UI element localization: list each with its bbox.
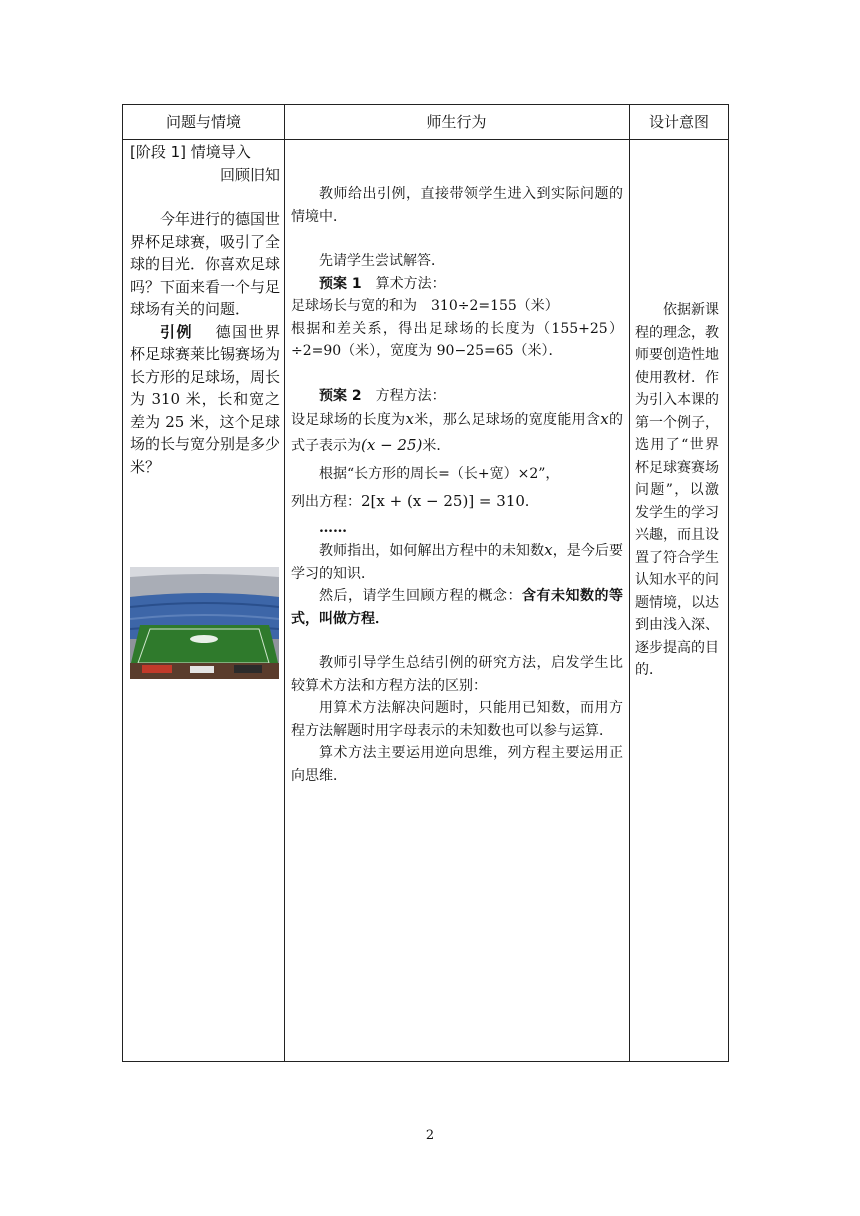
perimeter-rule: 根据“长方形的周长=（长+宽）×2”， xyxy=(319,466,560,482)
width-expression: (x − 25) xyxy=(361,436,423,454)
method-difference: 用算术方法解决问题时，只能用已知数，而用方程方法解题时用字母表示的未知数也可以参与运算． xyxy=(291,700,623,739)
plan2-heading: 预案 2 方程方法： xyxy=(319,387,446,404)
lesson-table xyxy=(122,104,729,1062)
design-intent-text: 依据新课程的理念，教师要创造性地使用教材．作为引入本课的第一个例子，选用了“世界杯足球赛赛场问题”，以激发学生的学习兴趣，而且设置了符合学生认知水平的问题情境，以达到由浅入深、逐步提高的目的． xyxy=(635,302,719,678)
column-divider xyxy=(284,105,285,1061)
equation-line: 列出方程：2[x + (x − 25)] = 310． xyxy=(291,491,539,510)
activity-column xyxy=(291,183,623,787)
stage-subtitle: 回顾旧知 xyxy=(219,165,280,184)
thinking-difference: 算术方法主要运用逆向思维，列方程主要运用正向思维． xyxy=(291,745,623,784)
plan1-result: 根据和差关系，得出足球场的长度为（155+25）÷2=90（米），宽度为 90−25=65（米）． xyxy=(291,320,623,359)
concept-review: 然后，请学生回顾方程的概念：含有未知数的等式，叫做方程． xyxy=(291,588,623,627)
plan1-sum: 足球场长与宽的和为 310÷2=155（米） xyxy=(291,298,559,314)
plan2-setup: 设足球场的长度为x米，那么足球场的宽度能用含x的式子表示为(x − 25)米． xyxy=(291,410,624,454)
page-number: 2 xyxy=(425,1128,435,1143)
activity-intro: 教师给出引例，直接带领学生进入到实际问题的情境中． xyxy=(291,186,623,225)
activity-try: 先请学生尝试解答． xyxy=(319,253,445,269)
equation: 2[x + (x − 25)] = 310 xyxy=(361,491,525,510)
column-divider xyxy=(629,105,630,1061)
header-intent: 设计意图 xyxy=(648,113,709,131)
question-column xyxy=(130,141,280,478)
stage-title: [阶段 1] 情境导入 xyxy=(130,143,251,161)
equation-definition: 含有未知数的等式，叫做方程． xyxy=(291,588,623,627)
teacher-point: 教师指出，如何解出方程中的未知数x，是今后要学习的知识． xyxy=(291,541,624,582)
stadium-photo xyxy=(130,567,279,679)
teacher-guide: 教师引导学生总结引例的研究方法，启发学生比较算术方法和方程方法的区别： xyxy=(291,655,623,694)
header-divider xyxy=(123,139,728,140)
plan1-heading: 预案 1 算术方法： xyxy=(319,275,446,292)
ellipsis: …… xyxy=(319,519,347,536)
header-activity: 师生行为 xyxy=(426,113,487,131)
stadium-image xyxy=(130,567,279,679)
example-label: 引例 xyxy=(160,322,193,341)
header-question: 问题与情境 xyxy=(165,113,241,131)
example-text: 引例 德国世界杯足球赛莱比锡赛场为长方形的足球场，周长为 310 米，长和宽之差为 25 米，这个足球场的长与宽分别是多少米？ xyxy=(130,322,281,476)
intro-text: 今年进行的德国世界杯足球赛，吸引了全球的目光．你喜欢足球吗？下面来看一个与足球场有关的问题． xyxy=(130,210,281,318)
